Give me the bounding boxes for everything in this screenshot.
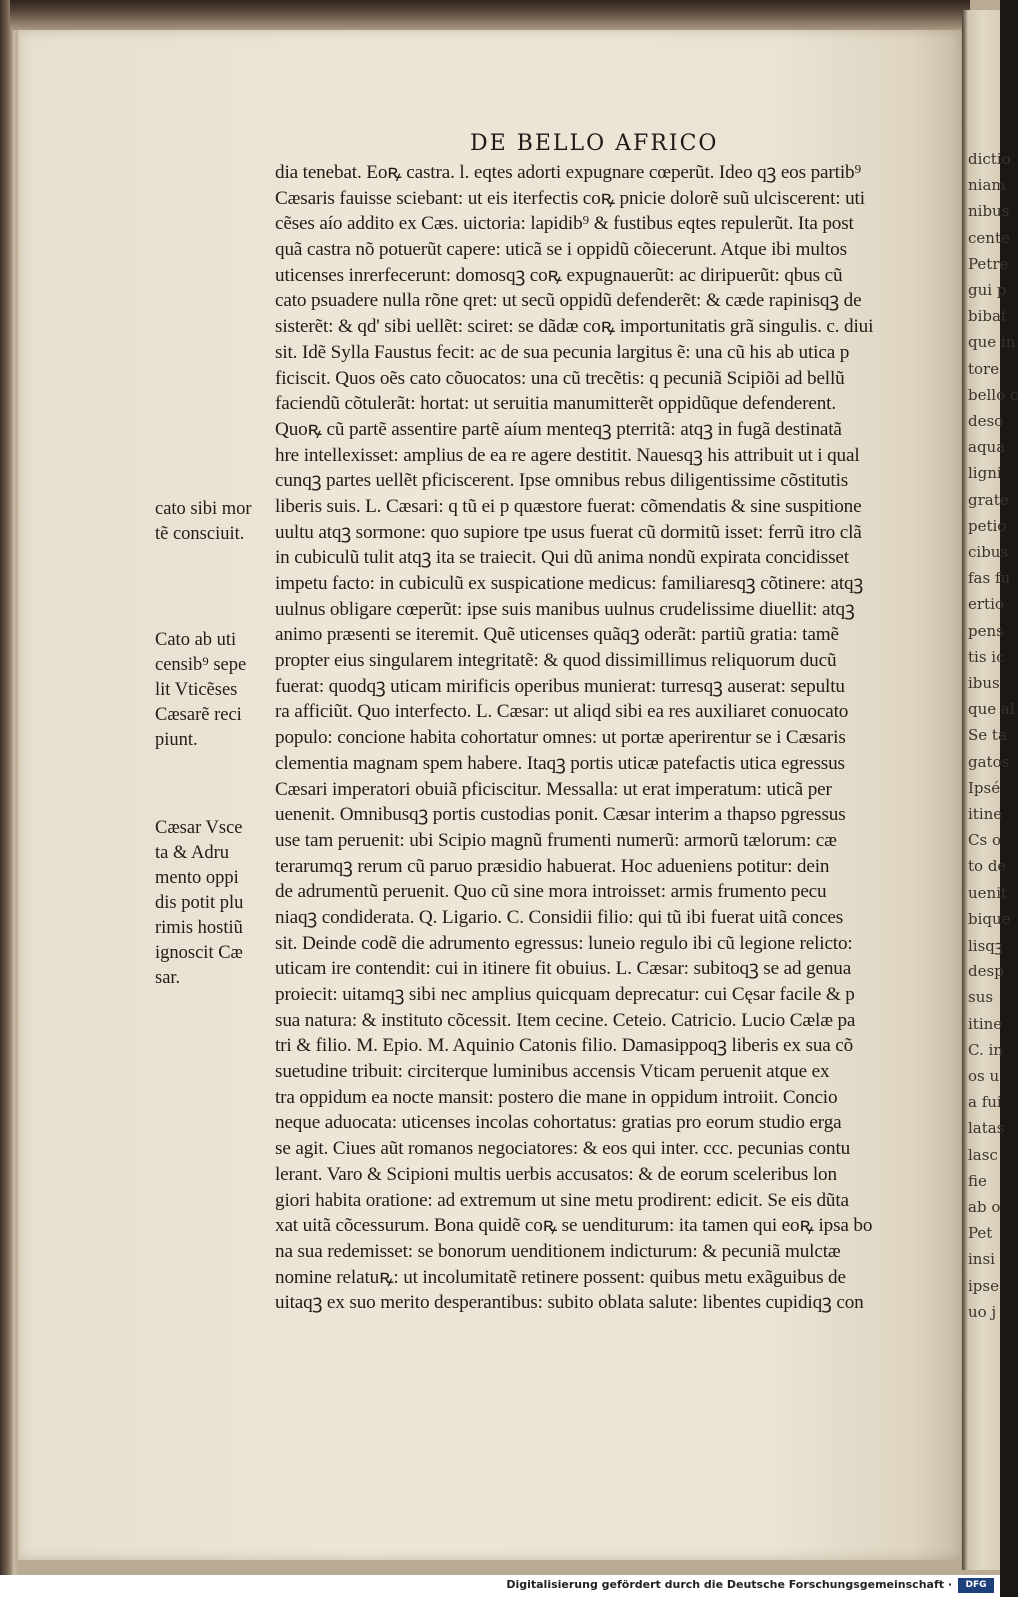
- adjacent-page-fragment: pens: [968, 621, 1004, 640]
- text-line: tra oppidum ea nocte mansit: postero die mane in oppidum introiit. Concio: [275, 1086, 838, 1108]
- text-line: ra afficiũt. Quo interfecto. L. Cæsar: ut aliqd sibi ea res auxiliaret conuocato: [275, 701, 849, 723]
- adjacent-page-fragment: fas fu: [968, 569, 1011, 588]
- adjacent-page-fragment: lasc: [968, 1145, 998, 1164]
- adjacent-page-fragment: grate: [968, 490, 1009, 509]
- text-line: liberis suis. L. Cæsari: q tũ ei p quæstore fuerat: cõmendatis & sine suspitione: [275, 495, 862, 517]
- adjacent-page-fragment: itine: [968, 805, 1003, 823]
- text-line: sit. Idẽ Sylla Faustus fecit: ac de sua pecunia largitus ẽ: una cũ his ab utica p: [275, 341, 850, 363]
- dfg-logo: DFG: [958, 1578, 994, 1593]
- adjacent-page-fragment: uo j: [968, 1302, 997, 1321]
- text-line: tri & filio. M. Epio. M. Aquinio Catonis filio. Damasippoqꝫ liberis ex sua cõ: [275, 1035, 854, 1057]
- text-line: fuerat: quodqꝫ uticam mirificis operibus munierat: turresqꝫ auserat: sepultu: [275, 675, 845, 697]
- text-line: cẽses aío addito ex Cæs. uictoria: lapidib⁹ & fustibus eqtes repulerũt. Ita post: [275, 213, 854, 235]
- adjacent-page-fragment: fie: [968, 1171, 987, 1190]
- footer-bar: [0, 1575, 1000, 1597]
- adjacent-page-fragment: ibus: [968, 674, 1000, 692]
- adjacent-page-fragment: tis ic: [968, 647, 1005, 666]
- adjacent-page-fragment: gui p: [968, 281, 1007, 299]
- adjacent-page-fragment: insi: [968, 1250, 995, 1269]
- adjacent-page-fragment: cibus: [968, 543, 1009, 561]
- text-line: in cubiculũ tulit atqꝫ ita se traiecit. Qui dũ anima nondũ expirata concidisset: [275, 547, 849, 569]
- text-line: Quoꝶ cũ partẽ assentire partẽ aíum menteqꝫ pterritã: atqꝫ in fugã destinatã: [275, 418, 842, 440]
- text-line: clementia magnam spem habere. Itaqꝫ portis uticæ patefactis utica egressus: [275, 752, 845, 774]
- adjacent-page-fragment: que al: [968, 700, 1015, 719]
- text-line: proiecit: uitamqꝫ sibi nec amplius quicquam deprecatur: cui Cęsar facile & p: [275, 984, 855, 1005]
- running-head: DE BELLO AFRICO: [470, 131, 719, 156]
- text-line: nomine relatuꝶ: ut incolumitatẽ retinere possent: quibus metu exãguibus de: [275, 1266, 846, 1288]
- adjacent-page-fragment: Pet: [968, 1224, 993, 1243]
- text-line: suetudine tribuit: circiterque luminibus accensis Vticam peruenit atque ex: [275, 1061, 830, 1083]
- adjacent-page-fragment: lisqꝫ: [968, 937, 1003, 955]
- margin-note-line: Cæsarẽ reci: [155, 705, 242, 725]
- margin-note-cato-death: [155, 497, 270, 547]
- margin-note-cato-burial: [155, 628, 270, 753]
- adjacent-page-fragment: tore: [968, 359, 1000, 378]
- margin-note-line: tẽ consciuit.: [155, 524, 245, 544]
- adjacent-page-fragment: a fui: [968, 1093, 1002, 1112]
- adjacent-page-fragment: deso: [968, 412, 1004, 430]
- footer-credit: Digitalisierung gefördert durch die Deutsche Forschungsgemeinschaft ·: [506, 1578, 952, 1591]
- margin-note-line: Cæsar Vsce: [155, 818, 243, 838]
- text-line: uulnus obligare cœperũt: ipse suis manibus uulnus crudelissime diuellit: atqꝫ: [275, 598, 855, 620]
- text-line: hre intellexisset: amplius de ea re agere destitit. Nauesqꝫ his attribuit ut i qual: [275, 444, 860, 466]
- adjacent-page-edge: [962, 10, 1018, 1570]
- text-line: uticenses inrerfecerunt: domosqꝫ coꝶ expugnauerũt: ac diripuerũt: qbus cũ: [275, 264, 843, 286]
- margin-note-line: ta & Adru: [155, 843, 229, 863]
- text-line: quã castra nõ potuerũt capere: uticã se i oppidũ cõiecerunt. Atque ibi multos: [275, 239, 847, 261]
- margin-note-caesar-usceta: [155, 816, 270, 991]
- text-line: impetu facto: in cubiculũ ex suspicatione medicus: familiaresqꝫ cõtinere: atqꝫ: [275, 573, 864, 594]
- adjacent-page-fragment: ab o: [968, 1198, 1001, 1216]
- text-line: uitaqꝫ ex suo merito desperantibus: subito oblata salute: libentes cupidiqꝫ con: [275, 1292, 864, 1314]
- adjacent-page-fragment: gatos: [968, 752, 1010, 771]
- adjacent-page-fragment: os u: [968, 1067, 1000, 1085]
- margin-note-line: ignoscit Cæ: [155, 943, 243, 963]
- book-top-edge: [10, 0, 970, 30]
- text-line: cunqꝫ partes uellẽt pficiscerent. Ipse omnibus rebus diligentissime cõstitutis: [275, 470, 849, 492]
- margin-note-line: lit Vticẽses: [155, 680, 238, 700]
- text-line: xat uitã cõcessurum. Bona quidẽ coꝶ se uenditurum: ita tamen qui eoꝶ ipsa bo: [275, 1215, 873, 1237]
- text-line: use tam peruenit: ubi Scipio magnũ frumenti numerũ: armorũ tælorum: cæ: [275, 829, 837, 851]
- margin-note-line: rimis hostiũ: [155, 918, 243, 938]
- adjacent-page-fragment: aqua: [968, 438, 1006, 457]
- text-line: animo præsenti se iteremit. Quẽ uticenses quãqꝫ oderãt: partiũ gratia: tamẽ: [275, 624, 839, 646]
- adjacent-page-fragment: sus: [968, 988, 994, 1007]
- adjacent-page-fragment: itine: [968, 1014, 1003, 1033]
- adjacent-page-fragment: dictio: [968, 150, 1011, 168]
- adjacent-page-fragment: C. in: [968, 1040, 1003, 1059]
- margin-note-line: piunt.: [155, 730, 198, 750]
- margin-note-line: cato sibi mor: [155, 499, 252, 519]
- text-line: sisterẽt: & qd' sibi uellẽt: sciret: se dãdæ coꝶ importunitatis grã singulis. c. diui: [275, 316, 874, 338]
- adjacent-page-fragment: niam: [968, 176, 1006, 195]
- adjacent-page-fragment: petio: [968, 516, 1007, 535]
- text-line: propter eius singularem integritatẽ: & quod dissimillimus reliquorum ducũ: [275, 650, 837, 672]
- adjacent-page-fragment: nibus: [968, 202, 1010, 221]
- text-line: uultu atqꝫ sormone: quo supiore tpe usus fuerat cũ dormitũ isset: ferrũ itro clã: [275, 521, 862, 543]
- text-line: terarumqꝫ rerum cũ paruo præsidio habuerat. Hoc adueniens potitur: dein: [275, 855, 830, 877]
- adjacent-page-fragment: uenit: [968, 883, 1008, 902]
- margin-note-line: sar.: [155, 968, 181, 988]
- main-text-block: [275, 160, 945, 1316]
- text-line: ficiscit. Quos oẽs cato cõuocatos: una cũ trecẽtis: q pecuniã Scipiõi ad bellũ: [275, 367, 845, 389]
- text-line: populo: concione habita cohortatur omnes: ut portæ aperirentur se i Cæsaris: [275, 727, 846, 749]
- text-line: uticam ire contendit: cui in itinere fit obuius. L. Cæsar: subitoqꝫ se ad genua: [275, 958, 852, 980]
- text-line: neque aduocata: uticenses incolas cohortatus: gratias pro eorum studio erga: [275, 1112, 842, 1134]
- adjacent-page-fragment: Petre: [968, 254, 1009, 273]
- adjacent-page-fragment: bique: [968, 909, 1011, 928]
- text-line: faciendũ cõtulerãt: hortat: ut seruitia manumitterẽt oppidũque defenderent.: [275, 393, 836, 415]
- text-line: de adrumentũ peruenit. Quo cũ sine mora introisset: armis frumento pecu: [275, 881, 827, 903]
- adjacent-page-fragment: que in: [968, 333, 1016, 352]
- text-line: se agit. Ciues aũt romanos negociatores: & eos qui inter. ccc. pecunias contu: [275, 1138, 851, 1160]
- text-line: dia tenebat. Eoꝶ castra. l. eqtes adorti expugnare cœperũt. Ideo qꝫ eos partib⁹: [275, 162, 861, 183]
- text-line: giori habita oratione: ad extremum ut sine metu prodirent: edicit. Se eis dũta: [275, 1189, 849, 1211]
- adjacent-page-fragment: Cs o: [968, 831, 1001, 850]
- adjacent-page-fragment: desp: [968, 962, 1004, 981]
- adjacent-page-fragment: latas: [968, 1119, 1005, 1138]
- adjacent-page-fragment: ipse: [968, 1276, 999, 1295]
- adjacent-page-fragment: bibat: [968, 307, 1007, 326]
- text-line: cato psuadere nulla rõne qret: ut secũ oppidũ defenderẽt: & cæde rapinisqꝫ de: [275, 290, 862, 312]
- adjacent-page-fragment: bello c: [968, 385, 1018, 404]
- text-line: sua natura: & instituto cõcessit. Item cecine. Ceteio. Catricio. Lucio Cælæ pa: [275, 1009, 856, 1031]
- margin-note-line: dis potit plu: [155, 893, 244, 913]
- text-line: Cæsaris fauisse sciebant: ut eis iterfectis coꝶ pnicie dolorẽ suũ ulciscerent: uti: [275, 187, 865, 209]
- text-line: uenenit. Omnibusqꝫ portis custodias ponit. Cæsar interim a thapso pgressus: [275, 804, 846, 826]
- adjacent-page-fragment: Se ta: [968, 726, 1007, 745]
- margin-note-line: mento oppi: [155, 868, 239, 888]
- adjacent-page-fragment: to de: [968, 857, 1007, 876]
- adjacent-page-fragment: Ipsé: [968, 778, 1001, 797]
- margin-note-line: Cato ab uti: [155, 630, 237, 650]
- text-line: na sua redemisset: se bonorum uenditionem indicturum: & pecuniã mulctæ: [275, 1240, 841, 1262]
- adjacent-page-fragment: ligni: [968, 464, 1002, 483]
- text-line: Cæsari imperatori obuiã pficiscitur. Messalla: ut erat imperatum: uticã per: [275, 778, 832, 800]
- margin-note-line: censib⁹ sepe: [155, 655, 247, 675]
- text-line: sit. Deinde codẽ die adrumento egressus: luneio regulo ibi cũ legione relicto:: [275, 932, 853, 954]
- adjacent-page-fragment: cente: [968, 228, 1010, 247]
- text-line: lerant. Varo & Scipioni multis uerbis accusatos: & de eorum sceleribus lon: [275, 1163, 837, 1185]
- text-line: niaqꝫ condiderata. Q. Ligario. C. Considii filio: qui tũ ibi fuerat uitã conces: [275, 906, 844, 928]
- adjacent-page-fragment: ertio: [968, 595, 1004, 614]
